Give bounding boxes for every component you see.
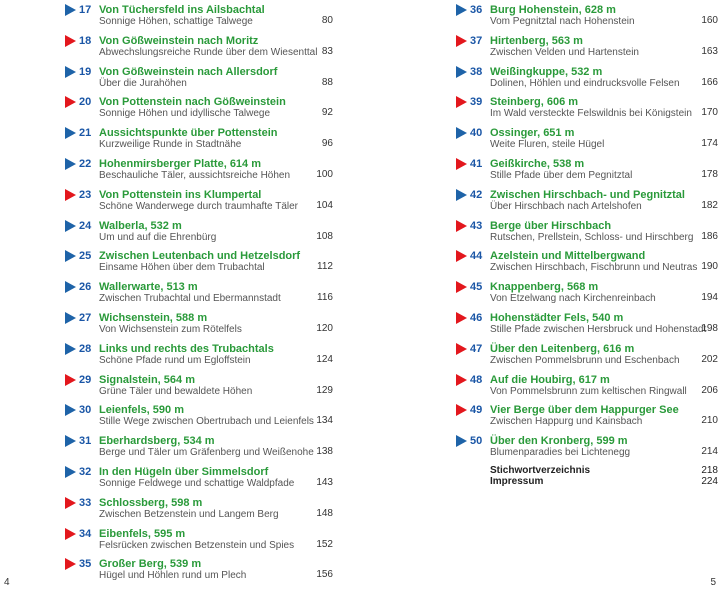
toc-entry[interactable] (456, 310, 718, 340)
entry-number: 19 (79, 65, 92, 78)
entry-title: Azelstein und Mittelbergwand (490, 250, 646, 263)
blue-flag-icon (65, 435, 76, 447)
red-flag-icon (456, 374, 467, 386)
entry-subtitle: Um und auf die Ehrenbürg (99, 231, 217, 243)
entry-page: 100 (316, 169, 333, 180)
entry-page: 170 (701, 107, 718, 119)
entry-number: 36 (470, 4, 483, 16)
entry-page: 116 (317, 292, 333, 304)
entry-title: Wallerwarte, 513 m (99, 281, 198, 294)
entry-page: 143 (316, 477, 333, 488)
entry-page: 112 (317, 261, 333, 273)
blue-flag-icon (65, 281, 76, 293)
toc-entry[interactable] (65, 556, 333, 586)
entry-subtitle: Schöne Pfade rund um Egloffstein (99, 354, 251, 366)
blue-flag-icon (65, 343, 76, 355)
red-flag-icon (456, 158, 467, 170)
entry-title: Leienfels, 590 m (99, 404, 184, 417)
toc-entry[interactable] (65, 526, 333, 556)
entry-subtitle: Blumenparadies bei Lichtenegg (490, 447, 631, 459)
entry-subtitle: Von Pommelsbrunn zum keltischen Ringwall (490, 385, 687, 397)
page-number-right: 5 (710, 577, 716, 588)
blue-flag-icon (456, 127, 467, 139)
entry-number: 49 (470, 404, 483, 417)
entry-title: Burg Hohenstein, 628 m (490, 4, 616, 16)
blue-flag-icon (456, 189, 467, 201)
entry-subtitle: Zwischen Pommelsbrunn und Eschenbach (490, 354, 680, 366)
entry-page: 163 (701, 45, 718, 57)
toc-entry[interactable] (65, 464, 333, 494)
entry-title: Von Pottenstein nach Gößweinstein (99, 96, 286, 109)
entry-page: 206 (701, 384, 718, 396)
entry-number: 45 (470, 281, 483, 294)
toc-entry[interactable] (65, 33, 333, 63)
red-flag-icon (456, 220, 467, 232)
entry-title: Auf die Houbirg, 617 m (490, 373, 610, 386)
blue-flag-icon (456, 4, 467, 16)
toc-entry[interactable] (456, 156, 718, 186)
entry-title: Von Tüchersfeld ins Ailsbachtal (99, 4, 265, 16)
entry-subtitle: Zwischen Hirschbach, Fischbrunn und Neutras (490, 262, 698, 274)
red-flag-icon (65, 374, 76, 386)
entry-number: 33 (79, 496, 92, 509)
entry-number: 44 (470, 250, 483, 263)
toc-entry[interactable] (65, 218, 333, 248)
entry-number: 23 (79, 188, 92, 201)
entry-subtitle: Stille Pfade über dem Pegnitztal (490, 170, 633, 181)
red-flag-icon (65, 96, 76, 108)
red-flag-icon (456, 312, 467, 324)
entry-subtitle: Weite Fluren, steile Hügel (490, 139, 605, 151)
entry-number: 40 (470, 127, 483, 140)
entry-page: 174 (701, 138, 718, 150)
entry-title: Von Pottenstein ins Klumpertal (99, 188, 262, 201)
entry-title: Vier Berge über dem Happurger See (490, 404, 679, 417)
entry-page: 138 (316, 446, 333, 458)
entry-page: 104 (316, 199, 333, 211)
entry-title: Von Gößweinstein nach Allersdorf (99, 65, 278, 78)
entry-page: 156 (316, 569, 333, 581)
entry-subtitle: Rutschen, Prellstein, Schloss- und Hirschberg (490, 231, 694, 243)
entry-title: Über den Kronberg, 599 m (490, 435, 628, 448)
entry-page: 160 (701, 15, 718, 26)
red-flag-icon (456, 281, 467, 293)
toc-entry[interactable] (65, 125, 333, 155)
blue-flag-icon (456, 66, 467, 78)
entry-number: 47 (470, 342, 483, 355)
entry-page: 190 (701, 261, 718, 273)
toc-entry[interactable] (65, 248, 333, 278)
entry-number: 25 (79, 250, 92, 263)
entry-title: Hirtenberg, 563 m (490, 34, 583, 47)
red-flag-icon (65, 558, 76, 570)
entry-title: In den Hügeln über Simmelsdorf (99, 466, 269, 478)
red-flag-icon (456, 250, 467, 262)
entry-title: Links und rechts des Trubachtals (99, 342, 274, 355)
red-flag-icon (456, 404, 467, 416)
entry-number: 18 (79, 34, 92, 47)
entry-subtitle: Hügel und Höhlen rund um Plech (99, 570, 247, 582)
entry-title: Berge über Hirschbach (490, 219, 612, 232)
red-flag-icon (65, 497, 76, 509)
entry-number: 26 (79, 281, 92, 294)
entry-subtitle: Beschauliche Täler, aussichtsreiche Höhen (99, 170, 291, 181)
entry-subtitle: Einsame Höhen über dem Trubachtal (99, 262, 265, 274)
entry-title: Zwischen Hirschbach- und Pegnitztal (490, 188, 685, 201)
red-flag-icon (456, 343, 467, 355)
entry-title: Über den Leitenberg, 616 m (490, 342, 635, 355)
toc-entry[interactable] (456, 218, 718, 248)
entry-subtitle: Sonnige Höhen, schattige Talwege (99, 16, 253, 27)
entry-title: Großer Berg, 539 m (99, 558, 202, 571)
entry-title: Ossinger, 651 m (490, 127, 575, 140)
toc-entry[interactable] (456, 279, 718, 309)
entry-number: 21 (79, 127, 92, 140)
entry-page: 134 (316, 415, 333, 427)
toc-entry[interactable] (65, 402, 333, 432)
entry-subtitle: Abwechslungsreiche Runde über dem Wiesenttal (99, 46, 318, 58)
toc-entry[interactable] (65, 64, 333, 94)
entry-title: Geißkirche, 538 m (490, 158, 585, 170)
entry-page: 88 (321, 76, 333, 88)
entry-page: 166 (701, 76, 718, 88)
entry-title: Hohenmirsberger Platte, 614 m (99, 158, 262, 170)
entry-subtitle: Im Wald versteckte Felswildnis bei Königstein (490, 108, 692, 120)
entry-page: 178 (701, 169, 718, 180)
entry-page: 198 (701, 323, 718, 334)
entry-number: 34 (79, 527, 92, 540)
blue-flag-icon (65, 158, 76, 170)
toc-entry[interactable] (65, 495, 333, 525)
entry-number: 30 (79, 404, 92, 417)
entry-subtitle: Zwischen Velden und Hartenstein (490, 46, 639, 58)
entry-number: 27 (79, 312, 92, 324)
toc-entry[interactable] (456, 372, 718, 402)
entry-number: 32 (79, 466, 92, 478)
toc-entry[interactable] (65, 187, 333, 217)
entry-subtitle: Kurzweilige Runde in Stadtnähe (99, 139, 242, 151)
entry-subtitle: Sonnige Höhen und idyllische Talwege (99, 108, 271, 120)
entry-subtitle: Über die Jurahöhen (99, 77, 187, 89)
entry-page: 120 (316, 323, 333, 334)
toc-entry[interactable] (456, 94, 718, 124)
entry-subtitle: Zwischen Happurg und Kainsbach (490, 416, 643, 428)
toc-entry[interactable] (456, 248, 718, 278)
blue-flag-icon (456, 435, 467, 447)
entry-page: 202 (701, 353, 718, 365)
toc-entry[interactable] (456, 64, 718, 94)
entry-number: 48 (470, 373, 483, 386)
toc-entry[interactable] (456, 187, 718, 217)
entry-title: Schlossberg, 598 m (99, 496, 203, 509)
entry-subtitle: Felsrücken zwischen Betzenstein und Spies (99, 539, 295, 551)
misc-page: 224 (701, 476, 718, 487)
entry-subtitle: Stille Wege zwischen Obertrubach und Leienfels (99, 416, 314, 428)
toc-entry[interactable] (65, 310, 333, 340)
entry-number: 43 (470, 219, 483, 232)
red-flag-icon (65, 189, 76, 201)
misc-page: 218 (701, 465, 718, 476)
entry-subtitle: Zwischen Trubachtal und Ebermannstadt (99, 293, 281, 305)
toc-entry[interactable] (65, 279, 333, 309)
entry-subtitle: Zwischen Betzenstein und Langem Berg (99, 508, 279, 520)
blue-flag-icon (65, 220, 76, 232)
entry-page: 124 (316, 353, 333, 365)
entry-number: 22 (79, 158, 92, 170)
entry-subtitle: Vom Pegnitztal nach Hohenstein (490, 16, 635, 27)
entry-subtitle: Von Etzelwang nach Kirchenreinbach (490, 293, 656, 305)
entry-number: 38 (470, 65, 483, 78)
entry-number: 24 (79, 219, 92, 232)
toc-entry[interactable] (65, 341, 333, 371)
entry-page: 148 (316, 507, 333, 519)
entry-subtitle: Berge und Täler um Gräfenberg und Weißenohe (99, 447, 314, 459)
blue-flag-icon (65, 4, 76, 16)
entry-page: 194 (701, 292, 718, 304)
entry-page: 210 (701, 415, 718, 427)
entry-subtitle: Grüne Täler und bewaldete Höhen (99, 385, 253, 397)
entry-page: 108 (316, 230, 333, 242)
entry-page: 214 (701, 446, 718, 458)
imprint-entry[interactable] (490, 475, 718, 488)
entry-number: 28 (79, 342, 92, 355)
entry-number: 42 (470, 188, 483, 201)
entry-subtitle: Stille Pfade zwischen Hersbruck und Hohenstadt (490, 324, 707, 335)
entry-title: Aussichtspunkte über Pottenstein (99, 127, 278, 140)
entry-number: 37 (470, 34, 483, 47)
toc-entry[interactable] (456, 33, 718, 63)
toc-entry[interactable] (65, 156, 333, 186)
entry-title: Knappenberg, 568 m (490, 281, 599, 294)
entry-page: 83 (321, 45, 333, 57)
blue-flag-icon (65, 312, 76, 324)
red-flag-icon (456, 96, 467, 108)
entry-number: 29 (79, 373, 92, 386)
toc-entry[interactable] (65, 433, 333, 463)
entry-title: Eibenfels, 595 m (99, 527, 186, 540)
entry-subtitle: Sonnige Feldwege und schattige Waldpfade (99, 478, 295, 489)
entry-number: 39 (470, 96, 483, 109)
toc-entry[interactable] (456, 433, 718, 463)
toc-entry[interactable] (65, 372, 333, 402)
entry-subtitle: Schöne Wanderwege durch traumhafte Täler (99, 200, 298, 212)
entry-subtitle: Über Hirschbach nach Artelshofen (490, 200, 642, 212)
entry-title: Eberhardsberg, 534 m (99, 435, 215, 448)
entry-title: Weißingkuppe, 532 m (490, 65, 603, 78)
blue-flag-icon (65, 466, 76, 478)
entry-title: Walberla, 532 m (99, 219, 182, 232)
page-number-left: 4 (4, 577, 10, 588)
toc-entry[interactable] (456, 341, 718, 371)
entry-title: Zwischen Leutenbach und Hetzelsdorf (99, 250, 301, 263)
entry-page: 92 (321, 107, 333, 119)
toc-entry[interactable] (456, 402, 718, 432)
entry-page: 186 (701, 230, 718, 242)
entry-title: Wichsenstein, 588 m (99, 312, 208, 324)
red-flag-icon (65, 528, 76, 540)
entry-number: 41 (470, 158, 483, 170)
entry-subtitle: Dolinen, Höhlen und eindrucksvolle Felsen (490, 77, 680, 89)
entry-title: Signalstein, 564 m (99, 373, 195, 386)
entry-page: 152 (316, 538, 333, 550)
entry-title: Von Gößweinstein nach Moritz (99, 34, 259, 47)
blue-flag-icon (65, 250, 76, 262)
blue-flag-icon (65, 127, 76, 139)
blue-flag-icon (65, 66, 76, 78)
toc-entry[interactable] (65, 94, 333, 124)
entry-number: 20 (79, 96, 92, 109)
entry-number: 50 (470, 435, 483, 448)
blue-flag-icon (65, 404, 76, 416)
entry-page: 129 (316, 384, 333, 396)
entry-page: 96 (321, 138, 333, 150)
red-flag-icon (456, 35, 467, 47)
entry-number: 17 (79, 4, 92, 16)
entry-title: Steinberg, 606 m (490, 96, 579, 109)
misc-label: Stichwortverzeichnis (490, 465, 591, 476)
toc-entry[interactable] (456, 125, 718, 155)
toc-entry[interactable] (456, 2, 718, 32)
entry-page: 80 (321, 15, 333, 26)
entry-page: 182 (701, 199, 718, 211)
entry-number: 31 (79, 435, 92, 448)
entry-number: 46 (470, 312, 483, 324)
red-flag-icon (65, 35, 76, 47)
misc-label: Impressum (490, 476, 544, 487)
entry-subtitle: Von Wichsenstein zum Rötelfels (99, 324, 242, 335)
entry-number: 35 (79, 558, 92, 571)
toc-entry[interactable] (65, 2, 333, 32)
entry-title: Hohenstädter Fels, 540 m (490, 312, 624, 324)
